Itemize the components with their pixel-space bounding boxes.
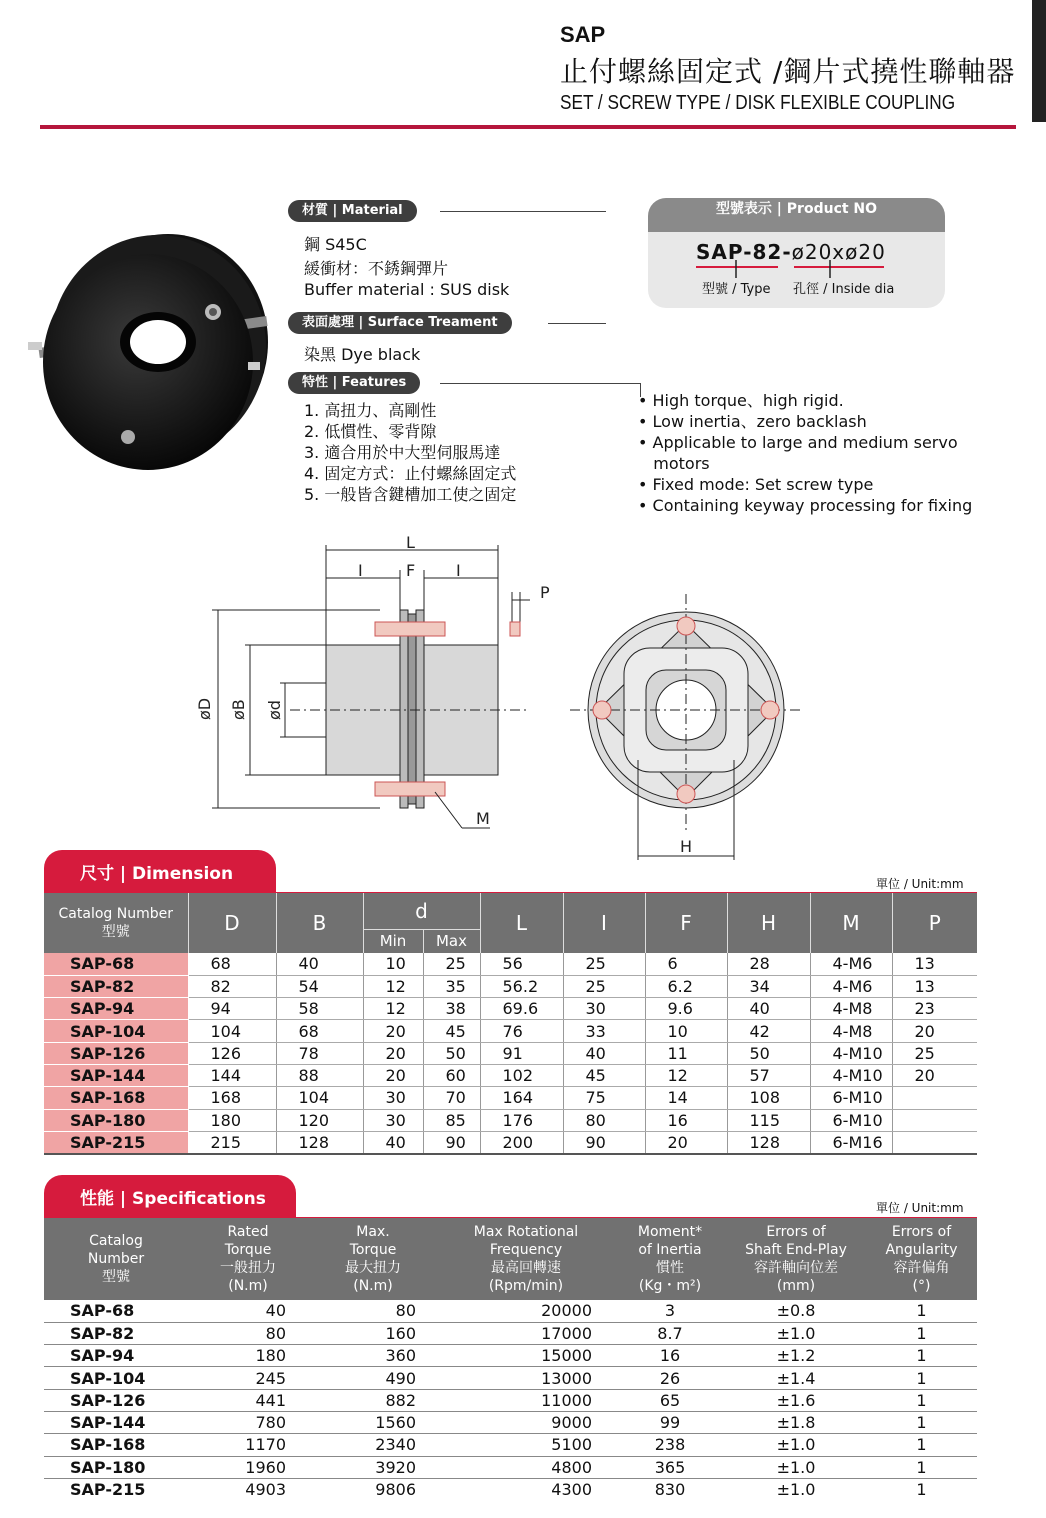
- table-cell: ±1.4: [726, 1367, 866, 1389]
- header-H: H: [727, 893, 810, 953]
- spec-header-cell: Rated Torque 一般扭力 (N.m): [188, 1218, 308, 1300]
- drawing-label-F: F: [406, 561, 416, 580]
- table-cell: 38: [423, 998, 480, 1020]
- table-cell: 180: [188, 1109, 276, 1131]
- table-cell: 78: [276, 1042, 363, 1064]
- table-cell: 1560: [308, 1411, 438, 1433]
- table-row: [44, 1042, 977, 1064]
- header-F: F: [645, 893, 727, 953]
- material-rule: [440, 211, 606, 212]
- table-cell: 65: [614, 1389, 726, 1411]
- table-cell: 33: [563, 1020, 645, 1042]
- table-cell: 45: [563, 1064, 645, 1086]
- table-cell: 6-M10: [810, 1109, 892, 1131]
- table-cell: 40: [363, 1131, 423, 1153]
- catalog-cell: SAP-215: [44, 1131, 188, 1153]
- table-cell: 245: [188, 1367, 308, 1389]
- features-cn-list: [304, 400, 516, 505]
- header-d-min: Min: [363, 929, 423, 953]
- table-cell: 26: [614, 1367, 726, 1389]
- table-row: [44, 1478, 977, 1500]
- table-cell: 1: [866, 1389, 977, 1411]
- table-cell: 70: [423, 1087, 480, 1109]
- table-cell: 25: [423, 953, 480, 975]
- spec-header-cell: Max Rotational Frequency 最高回轉速 (Rpm/min): [438, 1218, 614, 1300]
- table-cell: 4-M6: [810, 975, 892, 997]
- feature-en-5: • Containing keyway processing for fixing: [638, 496, 973, 515]
- table-row: [44, 1389, 977, 1411]
- table-row: [44, 1087, 977, 1109]
- table-cell: 15000: [438, 1345, 614, 1367]
- page-title-en: SET / SCREW TYPE / DISK FLEXIBLE COUPLING: [560, 92, 956, 114]
- table-cell: [892, 1131, 977, 1153]
- catalog-cell: SAP-144: [44, 1411, 188, 1433]
- table-cell: 1: [866, 1411, 977, 1433]
- table-cell: 144: [188, 1064, 276, 1086]
- spec-header-cell: Catalog Number 型號: [44, 1218, 188, 1300]
- spec-header-cell: Errors of Angularity 容許偏角 (°): [866, 1218, 977, 1300]
- table-cell: 20: [363, 1020, 423, 1042]
- table-cell: 80: [563, 1109, 645, 1131]
- dimension-rows: [44, 953, 977, 1154]
- catalog-cell: SAP-94: [44, 998, 188, 1020]
- table-cell: 54: [276, 975, 363, 997]
- table-cell: 35: [423, 975, 480, 997]
- table-cell: 4903: [245, 1480, 286, 1500]
- table-cell: 102: [480, 1064, 563, 1086]
- header-P: P: [892, 893, 977, 953]
- table-cell: 1: [866, 1345, 977, 1367]
- table-cell: 3: [614, 1300, 726, 1322]
- table-cell: 16: [614, 1345, 726, 1367]
- table-cell: 128: [276, 1131, 363, 1153]
- table-row: [44, 1020, 977, 1042]
- table-cell: 6-M16: [810, 1131, 892, 1153]
- table-row: [44, 1322, 977, 1344]
- table-cell: 4-M10: [810, 1064, 892, 1086]
- table-cell: ±1.6: [726, 1389, 866, 1411]
- feature-en-3: • Applicable to large and medium servo: [638, 433, 958, 452]
- drawing-label-D: øD: [195, 697, 214, 720]
- table-cell: 91: [480, 1042, 563, 1064]
- table-cell: 8.7: [614, 1322, 726, 1344]
- specifications-rows: [44, 1300, 977, 1501]
- table-cell: ±1.0: [776, 1480, 816, 1500]
- table-row: [44, 1345, 977, 1367]
- table-cell: 108: [727, 1087, 810, 1109]
- table-cell: 20: [645, 1131, 727, 1153]
- table-cell: 76: [480, 1020, 563, 1042]
- table-row: [44, 1064, 977, 1086]
- surface-line-1: 染黑 Dye black: [304, 345, 421, 364]
- table-cell: ±1.2: [726, 1345, 866, 1367]
- table-cell: 4800: [438, 1456, 614, 1478]
- table-cell: 1: [866, 1322, 977, 1344]
- spec-header-cell: Max. Torque 最大扭力 (N.m): [308, 1218, 438, 1300]
- feature-en-2: • Low inertia、zero backlash: [638, 412, 867, 431]
- table-cell: 104: [276, 1087, 363, 1109]
- table-cell: 160: [308, 1322, 438, 1344]
- header-B: B: [276, 893, 363, 953]
- table-cell: 10: [363, 953, 423, 975]
- table-cell: 25: [563, 953, 645, 975]
- catalog-cell: SAP-144: [44, 1064, 188, 1086]
- table-cell: 40: [563, 1042, 645, 1064]
- table-cell: 238: [614, 1434, 726, 1456]
- table-cell: [892, 1109, 977, 1131]
- catalog-cell: SAP-94: [44, 1345, 188, 1367]
- table-cell: 40: [727, 998, 810, 1020]
- product-no-box: [648, 198, 945, 308]
- header-d-max: Max: [423, 929, 480, 953]
- feature-en-1: • High torque、high rigid.: [638, 391, 844, 410]
- table-cell: 90: [423, 1131, 480, 1153]
- table-cell: 69.6: [480, 998, 563, 1020]
- table-row: [44, 975, 977, 997]
- table-cell: 4-M8: [810, 1020, 892, 1042]
- header-M: M: [810, 893, 892, 953]
- table-cell: 164: [480, 1087, 563, 1109]
- table-cell: 780: [188, 1411, 308, 1433]
- table-cell: 6-M10: [810, 1087, 892, 1109]
- table-cell: 25: [563, 975, 645, 997]
- catalog-cell: SAP-82: [44, 975, 188, 997]
- table-cell: 120: [276, 1109, 363, 1131]
- table-cell: 215: [188, 1131, 276, 1153]
- table-cell: 25: [892, 1042, 977, 1064]
- table-cell: 882: [308, 1389, 438, 1411]
- feature-cn-3: 3. 適合用於中大型伺服馬達: [304, 443, 501, 462]
- feature-cn-2: 2. 低慣性、零背隙: [304, 422, 437, 441]
- spec-header-cell: Errors of Shaft End-Play 容許軸向位差 (mm): [726, 1218, 866, 1300]
- table-cell: 94: [188, 998, 276, 1020]
- table-cell: 82: [188, 975, 276, 997]
- table-cell: 60: [423, 1064, 480, 1086]
- table-row: [44, 998, 977, 1020]
- header-I: I: [563, 893, 645, 953]
- material-line-2: 緩衝材：不銹鋼彈片: [304, 259, 449, 278]
- table-cell: 9000: [438, 1411, 614, 1433]
- surface-rule: [548, 323, 606, 324]
- table-cell: 12: [363, 998, 423, 1020]
- dimension-table: [44, 893, 977, 1155]
- table-cell: 57: [727, 1064, 810, 1086]
- table-cell: 90: [563, 1131, 645, 1153]
- features-rule: [440, 383, 640, 384]
- table-cell: ±0.8: [726, 1300, 866, 1322]
- table-cell: 56: [480, 953, 563, 975]
- table-cell: 50: [727, 1042, 810, 1064]
- drawing-label-I-right: I: [456, 561, 461, 580]
- material-line-1: 鋼 S45C: [304, 235, 367, 254]
- header-rule: [40, 125, 1016, 129]
- feature-cn-5: 5. 一般皆含鍵槽加工使之固定: [304, 485, 517, 504]
- drawing-label-L: L: [406, 533, 415, 552]
- material-line-3: Buffer material : SUS disk: [304, 280, 510, 299]
- drawing-label-H: H: [680, 837, 693, 856]
- specifications-header: [44, 1218, 977, 1300]
- product-no-inside-label: 孔徑 / Inside dia: [793, 282, 895, 297]
- table-cell: 1: [866, 1434, 977, 1456]
- header-catalog-cn: 型號: [101, 924, 130, 940]
- table-cell: 4-M8: [810, 998, 892, 1020]
- header-catalog: [44, 893, 188, 953]
- table-cell: 20: [892, 1020, 977, 1042]
- table-cell: 20: [363, 1042, 423, 1064]
- table-cell: 1: [866, 1456, 977, 1478]
- table-row: [44, 1434, 977, 1456]
- table-cell: 80: [308, 1300, 438, 1322]
- catalog-cell: SAP-168: [44, 1434, 188, 1456]
- table-cell: 128: [727, 1131, 810, 1153]
- table-cell: 200: [480, 1131, 563, 1153]
- catalog-cell: SAP-104: [44, 1367, 188, 1389]
- header-D: D: [188, 893, 276, 953]
- feature-en-3b: motors: [638, 454, 710, 473]
- catalog-cell: SAP-215: [70, 1480, 146, 1500]
- table-cell: 365: [614, 1456, 726, 1478]
- table-cell: 10: [645, 1020, 727, 1042]
- table-cell: 28: [727, 953, 810, 975]
- table-cell: 11: [645, 1042, 727, 1064]
- table-cell: 20: [892, 1064, 977, 1086]
- table-row: [44, 1411, 977, 1433]
- page-title-cn: 止付螺絲固定式 /鋼片式撓性聯軸器: [560, 55, 1016, 88]
- drawing-label-M: M: [476, 809, 490, 828]
- material-label: 材質 | Material: [288, 200, 417, 222]
- catalog-cell: SAP-104: [44, 1020, 188, 1042]
- catalog-cell: SAP-82: [44, 1322, 188, 1344]
- table-cell: 830: [654, 1480, 686, 1500]
- table-cell: 4-M10: [810, 1042, 892, 1064]
- header-d: d: [363, 893, 480, 929]
- table-cell: 360: [308, 1345, 438, 1367]
- table-cell: [892, 1087, 977, 1109]
- table-cell: 20000: [438, 1300, 614, 1322]
- table-cell: 14: [645, 1087, 727, 1109]
- table-cell: 6: [645, 953, 727, 975]
- table-cell: 441: [188, 1389, 308, 1411]
- table-cell: 176: [480, 1109, 563, 1131]
- specifications-tab: 性能 | Specifications: [44, 1175, 296, 1219]
- product-no-label: 型號表示 | Product NO: [648, 198, 945, 232]
- table-cell: 1: [866, 1300, 977, 1322]
- table-cell: 99: [614, 1411, 726, 1433]
- spec-header-cell: Moment* of Inertia 慣性 (Kg・m²): [614, 1218, 726, 1300]
- table-cell: 4300: [551, 1480, 592, 1500]
- table-cell: ±1.0: [726, 1322, 866, 1344]
- drawing-label-P: P: [540, 583, 550, 602]
- specifications-unit: 單位 / Unit:mm: [876, 1201, 964, 1215]
- drawing-label-B: øB: [229, 699, 248, 720]
- table-cell: 50: [423, 1042, 480, 1064]
- table-cell: 30: [363, 1109, 423, 1131]
- product-no-type-label: 型號 / Type: [702, 282, 771, 297]
- table-cell: 40: [276, 953, 363, 975]
- table-cell: 11000: [438, 1389, 614, 1411]
- drawing-label-I-left: I: [358, 561, 363, 580]
- table-cell: 45: [423, 1020, 480, 1042]
- table-cell: 1: [866, 1367, 977, 1389]
- table-cell: 126: [188, 1042, 276, 1064]
- table-cell: 1960: [188, 1456, 308, 1478]
- catalog-cell: SAP-168: [44, 1087, 188, 1109]
- table-row: [44, 1109, 977, 1131]
- product-code: SAP: [560, 22, 606, 47]
- catalog-cell: SAP-68: [44, 953, 188, 975]
- dimension-unit: 單位 / Unit:mm: [876, 877, 964, 891]
- table-cell: 115: [727, 1109, 810, 1131]
- table-cell: 85: [423, 1109, 480, 1131]
- table-cell: 9.6: [645, 998, 727, 1020]
- table-row: [44, 953, 977, 975]
- dimension-tab: 尺寸 | Dimension: [44, 850, 276, 894]
- table-cell: 3920: [308, 1456, 438, 1478]
- catalog-cell: SAP-126: [44, 1389, 188, 1411]
- table-cell: 490: [308, 1367, 438, 1389]
- table-cell: 13: [892, 975, 977, 997]
- table-cell: 40: [188, 1300, 308, 1322]
- catalog-cell: SAP-180: [44, 1109, 188, 1131]
- table-cell: 104: [188, 1020, 276, 1042]
- table-cell: 34: [727, 975, 810, 997]
- table-cell: 12: [645, 1064, 727, 1086]
- table-cell: 180: [188, 1345, 308, 1367]
- table-cell: 4-M6: [810, 953, 892, 975]
- table-cell: ±1.0: [726, 1456, 866, 1478]
- table-cell: 13: [892, 953, 977, 975]
- table-cell: 30: [363, 1087, 423, 1109]
- table-cell: 23: [892, 998, 977, 1020]
- coupling-photo: [18, 222, 278, 482]
- table-cell: 58: [276, 998, 363, 1020]
- drawing-label-d: ød: [265, 700, 284, 720]
- table-cell: 68: [276, 1020, 363, 1042]
- catalog-cell: SAP-126: [44, 1042, 188, 1064]
- surface-label: 表面處理 | Surface Treament: [288, 312, 512, 334]
- table-cell: 68: [188, 953, 276, 975]
- header-L: L: [480, 893, 563, 953]
- table-cell: 20: [363, 1064, 423, 1086]
- features-en-list: [638, 390, 972, 516]
- table-row: [44, 1131, 977, 1153]
- table-cell: 9806: [375, 1480, 416, 1500]
- table-cell: 16: [645, 1109, 727, 1131]
- product-no-dia: ø20xø20: [791, 240, 886, 264]
- table-cell: 12: [363, 975, 423, 997]
- product-no-code: SAP-82-: [696, 240, 792, 264]
- table-cell: 17000: [438, 1322, 614, 1344]
- catalog-cell: SAP-68: [44, 1300, 188, 1322]
- table-cell: 75: [563, 1087, 645, 1109]
- table-cell: 42: [727, 1020, 810, 1042]
- table-cell: 56.2: [480, 975, 563, 997]
- table-cell: 168: [188, 1087, 276, 1109]
- table-row: [44, 1300, 977, 1322]
- table-cell: 1170: [188, 1434, 308, 1456]
- feature-cn-4: 4. 固定方式：止付螺絲固定式: [304, 464, 517, 483]
- header-catalog-en: Catalog Number: [58, 906, 173, 922]
- table-cell: 88: [276, 1064, 363, 1086]
- table-row: [44, 1367, 977, 1389]
- edge-tab: [1032, 0, 1046, 122]
- specifications-table: [44, 1218, 977, 1501]
- features-label: 特性 | Features: [288, 372, 420, 394]
- table-cell: ±1.8: [726, 1411, 866, 1433]
- catalog-cell: SAP-180: [44, 1456, 188, 1478]
- feature-cn-1: 1. 高扭力、高剛性: [304, 401, 437, 420]
- table-cell: 13000: [438, 1367, 614, 1389]
- technical-drawing: [190, 530, 810, 870]
- table-row: [44, 1456, 977, 1478]
- table-cell: 5100: [438, 1434, 614, 1456]
- table-cell: 1: [916, 1480, 927, 1500]
- table-cell: ±1.0: [726, 1434, 866, 1456]
- table-cell: 6.2: [645, 975, 727, 997]
- table-cell: 80: [188, 1322, 308, 1344]
- feature-en-4: • Fixed mode: Set screw type: [638, 475, 874, 494]
- table-cell: 2340: [308, 1434, 438, 1456]
- table-cell: 30: [563, 998, 645, 1020]
